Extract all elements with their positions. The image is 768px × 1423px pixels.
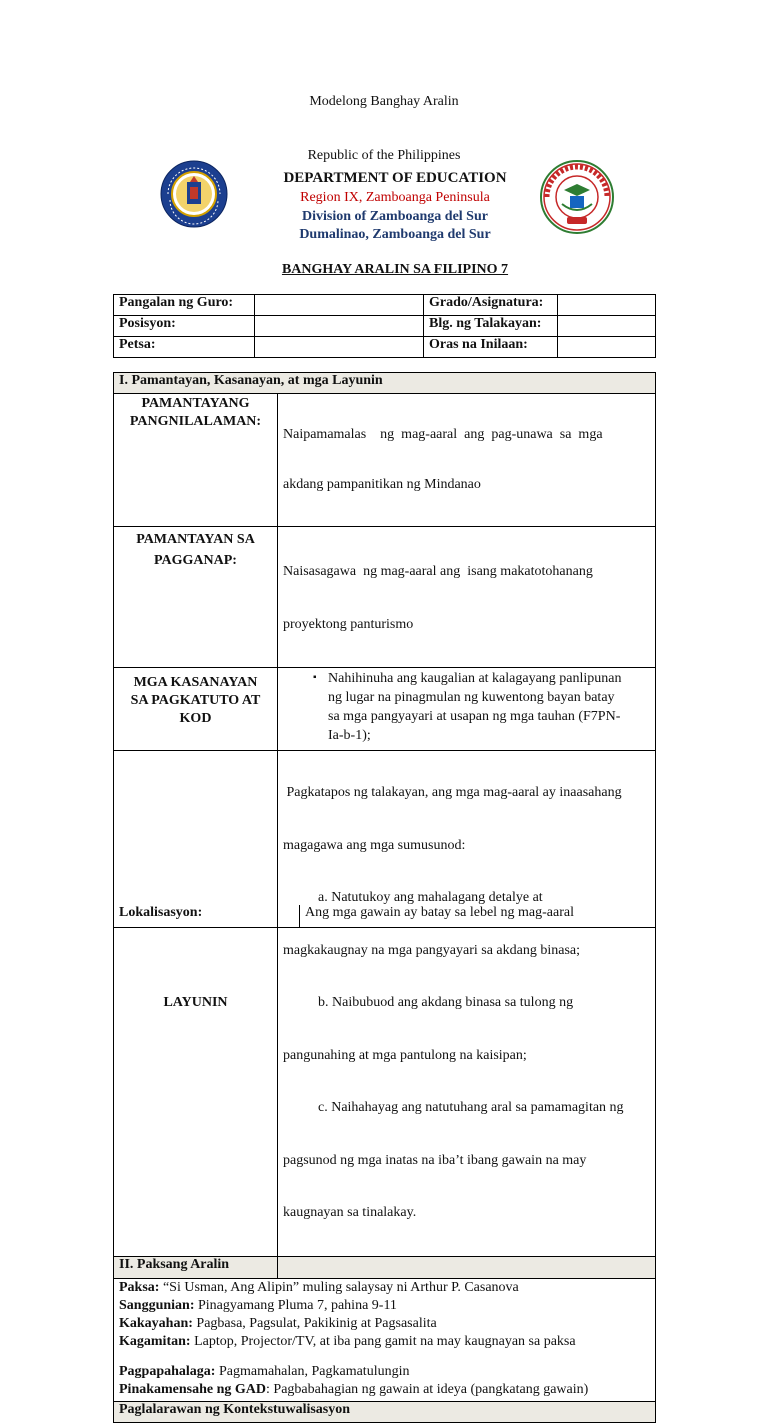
discussion-number-label: Blg. ng Talakayan: xyxy=(424,316,558,337)
paksa-label: Paksa: xyxy=(119,1279,160,1295)
performance-standard-line: Naisasagawa ng mag-aaral ang isang makatotohanang xyxy=(283,564,593,579)
gad-value: : Pagbabahagian ng gawain at ideya (pangkatang gawain) xyxy=(266,1381,589,1397)
section3-heading: Paglalarawan ng Kontekstuwalisasyon xyxy=(114,1401,656,1422)
performance-standard-text xyxy=(278,527,656,668)
grade-value[interactable] xyxy=(558,295,656,316)
performance-standard-label-line: PAGGANAP: xyxy=(154,553,237,568)
allotted-time-value[interactable] xyxy=(558,337,656,358)
objective-b-cont: pangunahing at mga pantulong na kaisipan; xyxy=(283,1047,527,1063)
performance-standard-label-line: PAMANTAYAN SA xyxy=(136,532,255,547)
plan-title: BANGHAY ARALIN SA FILIPINO 7 xyxy=(281,262,509,277)
content-standard-label xyxy=(114,394,278,527)
objectives-line: Pagkatapos ng talakayan, ang mga mag-aaral ay inaasahang xyxy=(283,785,622,800)
kakayahan-value: Pagbasa, Pagsulat, Pakikinig at Pagsasalita xyxy=(192,1315,437,1331)
republic-text: Republic of the Philippines xyxy=(307,148,461,163)
lesson-plan-table xyxy=(113,372,656,1423)
content-standard-text xyxy=(278,394,656,527)
objective-c-cont: pagsunod ng mga inatas na iba’t ibang gawain na may xyxy=(283,1152,587,1168)
deped-seal-icon xyxy=(160,160,228,228)
competencies-label-line: MGA KASANAYAN xyxy=(133,675,258,690)
sanggunian-value: Pinagyamang Pluma 7, pahina 9-11 xyxy=(194,1297,397,1313)
teacher-value[interactable] xyxy=(255,295,424,316)
pagpapahalaga-value: Pagmamahalan, Pagkamatulungin xyxy=(215,1363,410,1379)
objective-a-cont: magkakaugnay na mga pangyayari sa akdang binasa; xyxy=(283,942,581,958)
municipality-text: Dumalinao, Zamboanga del Sur xyxy=(299,227,491,242)
position-value[interactable] xyxy=(255,316,424,337)
competency-line: Ia-b-1); xyxy=(328,728,371,743)
content-standard-line: akdang pampanitikan ng Mindanao xyxy=(283,477,481,492)
subject-matter-block xyxy=(114,1278,656,1401)
objective-c-cont: kaugnayan sa tinalakay. xyxy=(283,1205,417,1220)
objective-b: b. Naibubuod ang akdang binasa sa tulong ng xyxy=(318,995,574,1010)
department-text: DEPARTMENT OF EDUCATION xyxy=(283,170,507,186)
content-standard-label-line: PANGNILALAMAN: xyxy=(129,414,262,429)
objectives-label: LAYUNIN xyxy=(114,751,278,1257)
grade-label: Grado/Asignatura: xyxy=(424,295,558,316)
gad-label: Pinakamensahe ng GAD xyxy=(119,1381,267,1397)
paksa-value: “Si Usman, Ang Alipin” muling salaysay ni Arthur P. Casanova xyxy=(159,1279,519,1295)
section2-heading: II. Paksang Aralin xyxy=(114,1256,278,1278)
teacher-label: Pangalan ng Guro: xyxy=(114,295,255,316)
date-value[interactable] xyxy=(255,337,424,358)
section2-heading-blank xyxy=(278,1256,656,1278)
sanggunian-label: Sanggunian: xyxy=(119,1297,195,1313)
competencies-label-line: SA PAGKATUTO AT xyxy=(130,693,261,708)
objective-c: c. Naihahayag ang natutuhang aral sa pamamagitan ng xyxy=(318,1100,624,1115)
competency-line: sa mga pangyayari at usapan ng mga tauhan (F7PN- xyxy=(328,709,621,724)
date-label: Petsa: xyxy=(114,337,255,358)
competencies-text xyxy=(278,668,656,751)
competencies-label xyxy=(114,668,278,751)
pagpapahalaga-label: Pagpapahalaga: xyxy=(119,1363,216,1379)
kagamitan-value: Laptop, Projector/TV, at iba pang gamit na may kaugnayan sa paksa xyxy=(190,1333,576,1349)
content-standard-line: Naipamamalas ng mag-aaral ang pag-unawa sa mga xyxy=(283,427,603,442)
competencies-label-line: KOD xyxy=(179,711,212,726)
localization-table xyxy=(113,905,656,928)
performance-standard-label xyxy=(114,527,278,668)
content-standard-label-line: PAMANTAYANG xyxy=(141,396,250,411)
kagamitan-label: Kagamitan: xyxy=(119,1333,191,1349)
school-seal-icon xyxy=(540,160,614,234)
school-seal xyxy=(540,160,614,234)
performance-standard-line: proyektong panturismo xyxy=(283,617,414,632)
teacher-info-table xyxy=(113,294,656,358)
competency-line: ng lugar na pinagmulan ng kuwentong bayan batay xyxy=(328,690,615,705)
region-text: Region IX, Zamboanga Peninsula xyxy=(300,190,490,205)
objective-a: a. Natutukoy ang mahalagang detalye at xyxy=(318,890,543,905)
localization-value: Ang mga gawain ay batay sa lebel ng mag-aaral xyxy=(300,905,656,927)
document-title: Modelong Banghay Aralin xyxy=(309,94,459,109)
objectives-line: magagawa ang mga sumusunod: xyxy=(283,837,466,853)
allotted-time-label: Oras na Inilaan: xyxy=(424,337,558,358)
position-label: Posisyon: xyxy=(114,316,255,337)
bullet-icon: ▪ xyxy=(313,672,317,683)
objectives-text xyxy=(278,751,656,1257)
kakayahan-label: Kakayahan: xyxy=(119,1315,193,1331)
section1-heading: I. Pamantayan, Kasanayan, at mga Layunin xyxy=(114,373,656,394)
deped-seal xyxy=(160,160,228,228)
competency-line: Nahihinuha ang kaugalian at kalagayang panlipunan xyxy=(328,671,622,686)
discussion-number-value[interactable] xyxy=(558,316,656,337)
division-text: Division of Zamboanga del Sur xyxy=(302,209,488,224)
localization-label: Lokalisasyon: xyxy=(114,905,300,927)
